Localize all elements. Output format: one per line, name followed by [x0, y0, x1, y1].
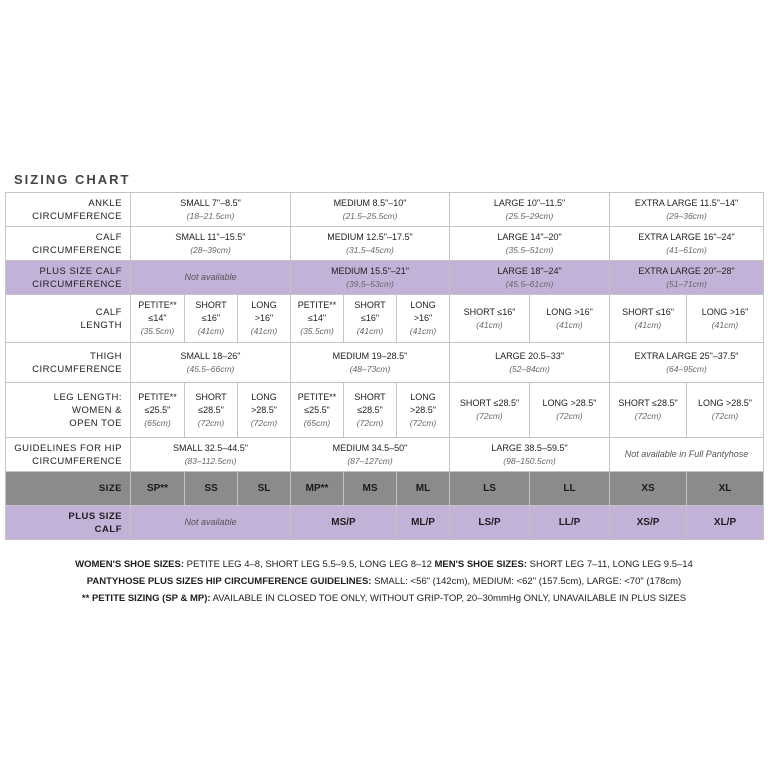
row-label: THIGH CIRCUMFERENCE: [6, 343, 131, 383]
petite-note: ** PETITE SIZING (SP & MP): AVAILABLE IN CLOSED TOE ONLY, WITHOUT GRIP-TOP, 20–30mmHg ONLY, UNAVAILABLE IN PLUS SIZES: [81, 593, 687, 604]
row-label: CALF LENGTH: [6, 295, 131, 343]
size-cell: SMALL 32.5–44.5" (83–112.5cm): [131, 438, 291, 472]
length-cell: SHORT ≤28.5" (72cm): [344, 383, 397, 438]
size-code: MP**: [291, 472, 344, 506]
calf-row: [6, 227, 764, 261]
plus-calf-row: [6, 261, 764, 295]
length-cell: LONG >16" (41cm): [530, 295, 610, 343]
length-cell: SHORT ≤16" (41cm): [610, 295, 687, 343]
length-cell: LONG >28.5" (72cm): [238, 383, 291, 438]
length-cell: LONG >16" (41cm): [397, 295, 450, 343]
size-cell: MEDIUM 19–28.5" (48–73cm): [291, 343, 450, 383]
chart-title: SIZING CHART: [14, 172, 131, 187]
size-code: LL/P: [530, 506, 610, 540]
size-code: SL: [238, 472, 291, 506]
size-code: MS: [344, 472, 397, 506]
size-cell: LARGE 20.5–33" (52–84cm): [450, 343, 610, 383]
size-cell: MEDIUM 12.5"–17.5" (31.5–45cm): [291, 227, 450, 261]
size-code: XL: [687, 472, 764, 506]
leg-length-row: [6, 383, 764, 438]
length-cell: PETITE** ≤25.5" (65cm): [291, 383, 344, 438]
row-label: GUIDELINES FOR HIP CIRCUMFERENCE: [6, 438, 131, 472]
row-label: LEG LENGTH: WOMEN & OPEN TOE: [6, 383, 131, 438]
not-available-cell: Not available: [131, 506, 291, 540]
sizing-table: [5, 192, 764, 540]
not-available-cell: Not available: [131, 261, 291, 295]
footnotes: [0, 556, 768, 607]
row-label: PLUS SIZE CALF: [6, 506, 131, 540]
size-cell: LARGE 10"–11.5" (25.5–29cm): [450, 193, 610, 227]
size-cell: SMALL 11"–15.5" (28–39cm): [131, 227, 291, 261]
not-available-cell: Not available in Full Pantyhose: [610, 438, 764, 472]
length-cell: LONG >28.5" (72cm): [530, 383, 610, 438]
length-cell: PETITE** ≤14" (35.5cm): [131, 295, 185, 343]
size-code: SS: [185, 472, 238, 506]
size-code: LL: [530, 472, 610, 506]
length-cell: SHORT ≤28.5" (72cm): [450, 383, 530, 438]
length-cell: PETITE** ≤25.5" (65cm): [131, 383, 185, 438]
row-label: ANKLE CIRCUMFERENCE: [6, 193, 131, 227]
length-cell: LONG >16" (41cm): [687, 295, 764, 343]
size-cell: LARGE 18"–24" (45.5–61cm): [450, 261, 610, 295]
size-code: XS: [610, 472, 687, 506]
size-cell: SMALL 18–26" (45.5–66cm): [131, 343, 291, 383]
size-cell: EXTRA LARGE 25"–37.5" (64–95cm): [610, 343, 764, 383]
length-cell: SHORT ≤28.5" (72cm): [610, 383, 687, 438]
size-code: LS: [450, 472, 530, 506]
length-cell: SHORT ≤16" (41cm): [185, 295, 238, 343]
size-code: XS/P: [610, 506, 687, 540]
size-cell: LARGE 14"–20" (35.5–51cm): [450, 227, 610, 261]
length-cell: PETITE** ≤14" (35.5cm): [291, 295, 344, 343]
size-cell: EXTRA LARGE 11.5"–14" (29–36cm): [610, 193, 764, 227]
size-code: MS/P: [291, 506, 397, 540]
row-label: PLUS SIZE CALF CIRCUMFERENCE: [6, 261, 131, 295]
length-cell: SHORT ≤28.5" (72cm): [185, 383, 238, 438]
length-cell: SHORT ≤16" (41cm): [450, 295, 530, 343]
size-row: [6, 472, 764, 506]
length-cell: SHORT ≤16" (41cm): [344, 295, 397, 343]
ankle-row: [6, 193, 764, 227]
calf-length-row: [6, 295, 764, 343]
size-cell: LARGE 38.5–59.5" (98–150.5cm): [450, 438, 610, 472]
size-code: ML: [397, 472, 450, 506]
size-cell: EXTRA LARGE 16"–24" (41–61cm): [610, 227, 764, 261]
size-cell: SMALL 7"–8.5" (18–21.5cm): [131, 193, 291, 227]
row-label: CALF CIRCUMFERENCE: [6, 227, 131, 261]
size-code: LS/P: [450, 506, 530, 540]
size-cell: MEDIUM 34.5–50" (87–127cm): [291, 438, 450, 472]
size-cell: MEDIUM 8.5"–10" (21.5–25.5cm): [291, 193, 450, 227]
thigh-row: [6, 343, 764, 383]
size-code: SP**: [131, 472, 185, 506]
row-label: SIZE: [6, 472, 131, 506]
length-cell: LONG >16" (41cm): [238, 295, 291, 343]
hip-row: [6, 438, 764, 472]
plus-sizes-note: PANTYHOSE PLUS SIZES HIP CIRCUMFERENCE GUIDELINES: SMALL: <56" (142cm), MEDIUM: <62" (157.5cm), LARGE: <70" (178cm): [86, 576, 682, 587]
length-cell: LONG >28.5" (72cm): [397, 383, 450, 438]
size-cell: MEDIUM 15.5"–21" (39.5–53cm): [291, 261, 450, 295]
shoe-sizes-note: WOMEN'S SHOE SIZES: PETITE LEG 4–8, SHORT LEG 5.5–9.5, LONG LEG 8–12 MEN'S SHOE SIZES: SHORT LEG 7–11, LONG LEG 9.5–14: [75, 559, 693, 570]
plus-size-calf-row: [6, 506, 764, 540]
size-code: XL/P: [687, 506, 764, 540]
size-cell: EXTRA LARGE 20"–28" (51–71cm): [610, 261, 764, 295]
length-cell: LONG >28.5" (72cm): [687, 383, 764, 438]
size-code: ML/P: [397, 506, 450, 540]
